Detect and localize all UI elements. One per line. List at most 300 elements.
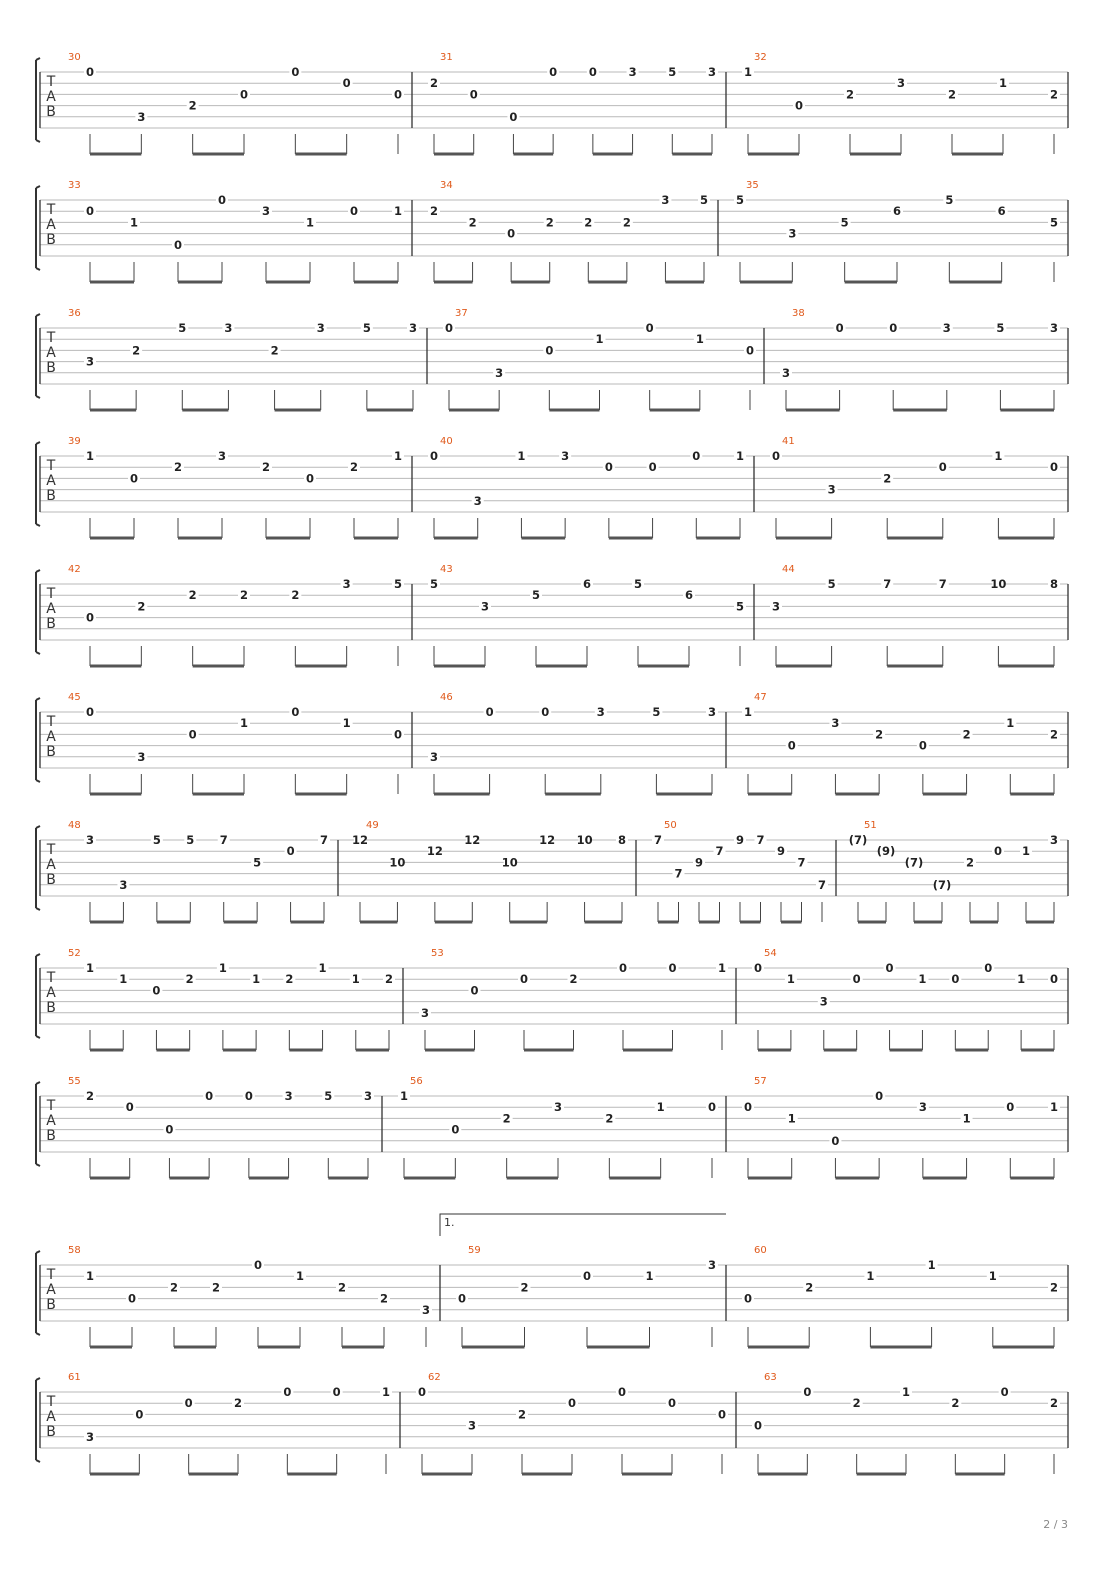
fret-number: 1 bbox=[645, 1269, 654, 1284]
fret-number: 0 bbox=[253, 1258, 263, 1272]
fret-number: 0 bbox=[470, 983, 479, 998]
fret-number: 3 bbox=[316, 321, 325, 335]
measure bbox=[428, 564, 746, 666]
fret-number: 1 bbox=[295, 1269, 305, 1284]
fret-number: 0 bbox=[217, 193, 227, 207]
fret-number: 0 bbox=[291, 705, 300, 719]
fret-number: 0 bbox=[835, 321, 844, 335]
fret-number: 2 bbox=[185, 972, 194, 987]
measure-number: 52 bbox=[68, 948, 81, 959]
fret-number: 2 bbox=[805, 1280, 814, 1295]
fret-number: 0 bbox=[507, 226, 516, 241]
fret-number: 1 bbox=[85, 449, 95, 463]
measure bbox=[419, 948, 728, 1050]
fret-number: 5 bbox=[1049, 215, 1059, 230]
measure bbox=[742, 1076, 1060, 1178]
fret-number: 1 bbox=[119, 972, 128, 987]
fret-number: 5 bbox=[699, 193, 709, 207]
tab-clef-letter: T bbox=[46, 970, 56, 986]
fret-number: 2 bbox=[173, 460, 183, 475]
fret-number: 7 bbox=[756, 833, 765, 847]
fret-number: 5 bbox=[362, 321, 371, 335]
tab-clef-letter: T bbox=[46, 458, 56, 474]
fret-number: 5 bbox=[652, 705, 661, 719]
fret-number: 5 bbox=[735, 599, 745, 614]
fret-number: 7 bbox=[319, 833, 329, 847]
fret-number: 2 bbox=[883, 471, 892, 486]
fret-number: 1 bbox=[85, 1269, 95, 1284]
fret-number: 0 bbox=[85, 705, 95, 719]
fret-number: 3 bbox=[224, 321, 233, 335]
measure-number: 30 bbox=[68, 52, 81, 63]
fret-number: 2 bbox=[584, 215, 593, 230]
fret-number: 0 bbox=[588, 65, 597, 79]
fret-number: 0 bbox=[889, 321, 898, 335]
tab-clef-letter: T bbox=[46, 1394, 56, 1410]
fret-number: 5 bbox=[735, 193, 745, 207]
volta-bracket bbox=[440, 1214, 726, 1236]
fret-number: 0 bbox=[152, 983, 161, 998]
fret-number: 10 bbox=[990, 577, 1007, 591]
tab-clef-letter: B bbox=[46, 360, 56, 376]
fret-number: 0 bbox=[618, 961, 628, 975]
fret-number: 0 bbox=[188, 727, 197, 742]
fret-number: 2 bbox=[239, 588, 249, 603]
fret-number: 1 bbox=[381, 1385, 391, 1399]
fret-number: 9 bbox=[735, 833, 745, 847]
fret-number: 0 bbox=[753, 1418, 763, 1433]
fret-number: 1 bbox=[787, 1111, 796, 1126]
fret-number: 0 bbox=[332, 1385, 341, 1399]
measure-number: 58 bbox=[68, 1245, 81, 1256]
fret-number: 0 bbox=[173, 237, 183, 252]
fret-number: 8 bbox=[1049, 577, 1059, 591]
measure bbox=[428, 52, 718, 154]
tab-system bbox=[36, 1372, 1068, 1474]
fret-number: 0 bbox=[509, 109, 518, 124]
fret-number: 1 bbox=[1021, 844, 1031, 859]
fret-number: 0 bbox=[794, 98, 804, 113]
measure-number: 53 bbox=[431, 948, 444, 959]
tab-clef-letter: B bbox=[46, 1297, 56, 1313]
tab-clef-letter: A bbox=[46, 985, 56, 1001]
fret-number: 0 bbox=[875, 1089, 884, 1103]
fret-number: 1 bbox=[393, 204, 403, 219]
measure bbox=[742, 1245, 1060, 1347]
fret-number: 2 bbox=[233, 1396, 243, 1411]
fret-number: 2 bbox=[291, 588, 300, 603]
tab-clef-letter: T bbox=[46, 74, 56, 90]
fret-number: (9) bbox=[876, 844, 896, 859]
fret-number: 0 bbox=[545, 343, 554, 358]
fret-number: (7) bbox=[848, 833, 868, 847]
fret-number: 3 bbox=[217, 449, 227, 463]
fret-number: 3 bbox=[467, 1418, 477, 1433]
measure-number: 33 bbox=[68, 180, 81, 191]
fret-number: 1 bbox=[305, 215, 315, 230]
measure-number: 51 bbox=[864, 820, 877, 831]
fret-number: 3 bbox=[1049, 833, 1059, 847]
fret-number: 0 bbox=[541, 705, 550, 719]
measure bbox=[416, 1372, 728, 1474]
fret-number: 0 bbox=[85, 204, 95, 219]
measure bbox=[428, 692, 718, 794]
tab-system bbox=[36, 1245, 1068, 1347]
fret-number: 3 bbox=[473, 493, 482, 508]
fret-number: 0 bbox=[567, 1396, 577, 1411]
fret-number: 0 bbox=[717, 1407, 727, 1422]
fret-number: 3 bbox=[561, 449, 570, 463]
fret-number: 1 bbox=[994, 449, 1003, 463]
fret-number: 1 bbox=[218, 961, 227, 975]
fret-number: 0 bbox=[692, 449, 701, 463]
measure-number: 45 bbox=[68, 692, 81, 703]
fret-number: 6 bbox=[892, 204, 902, 219]
measure bbox=[752, 1372, 1060, 1474]
fret-number: 0 bbox=[549, 65, 558, 79]
fret-number: 0 bbox=[984, 961, 993, 975]
fret-number: 3 bbox=[707, 705, 717, 719]
fret-number: 5 bbox=[152, 833, 161, 847]
fret-number: 5 bbox=[253, 855, 262, 870]
fret-number: 3 bbox=[429, 749, 439, 764]
measure-number: 59 bbox=[468, 1245, 481, 1256]
fret-number: 3 bbox=[827, 482, 836, 497]
fret-number: 1 bbox=[393, 449, 403, 463]
fret-number: 2 bbox=[468, 215, 477, 230]
fret-number: 1 bbox=[517, 449, 526, 463]
fret-number: 0 bbox=[239, 87, 249, 102]
fret-number: 0 bbox=[604, 460, 613, 475]
measure bbox=[428, 180, 710, 282]
fret-number: 3 bbox=[119, 877, 128, 892]
measure bbox=[68, 1372, 392, 1474]
fret-number: 1 bbox=[342, 716, 351, 731]
measure bbox=[398, 1076, 718, 1178]
measure bbox=[652, 820, 828, 922]
fret-number: 5 bbox=[393, 577, 403, 591]
fret-number: 2 bbox=[137, 599, 146, 614]
fret-number: 1 bbox=[743, 65, 753, 79]
fret-number: 7 bbox=[797, 855, 806, 870]
fret-number: 5 bbox=[178, 321, 187, 335]
fret-number: 1 bbox=[901, 1385, 911, 1399]
tab-system bbox=[36, 948, 1068, 1050]
measure-number: 49 bbox=[366, 820, 379, 831]
measure bbox=[849, 820, 1060, 922]
fret-number: 0 bbox=[305, 471, 315, 486]
measure-number: 54 bbox=[764, 948, 777, 959]
tab-clef-letter: T bbox=[46, 842, 56, 858]
fret-number: 0 bbox=[444, 321, 454, 335]
fret-number: 3 bbox=[661, 193, 670, 207]
fret-number: 1 bbox=[1049, 1100, 1059, 1115]
tab-clef-letter: B bbox=[46, 1424, 56, 1440]
measure bbox=[68, 948, 395, 1050]
fret-number: 0 bbox=[429, 449, 439, 463]
fret-number: 3 bbox=[781, 365, 791, 380]
volta-line bbox=[440, 1214, 726, 1236]
fret-number: (7) bbox=[932, 877, 952, 892]
fret-number: 2 bbox=[1049, 1280, 1059, 1295]
fret-number: 10 bbox=[389, 855, 406, 870]
measure-number: 46 bbox=[440, 692, 453, 703]
fret-number: 3 bbox=[918, 1100, 927, 1115]
measure-number: 31 bbox=[440, 52, 453, 63]
fret-number: 2 bbox=[349, 460, 359, 475]
fret-number: 0 bbox=[1000, 1385, 1009, 1399]
fret-number: 2 bbox=[875, 727, 884, 742]
tab-clef-letter: A bbox=[46, 1113, 56, 1129]
measure-number: 37 bbox=[455, 308, 468, 319]
fret-number: 0 bbox=[283, 1385, 292, 1399]
fret-number: 0 bbox=[393, 727, 403, 742]
fret-number: 2 bbox=[545, 215, 554, 230]
fret-number: 2 bbox=[384, 972, 394, 987]
fret-number: 1 bbox=[239, 716, 249, 731]
fret-number: 9 bbox=[776, 844, 786, 859]
fret-number: 5 bbox=[531, 588, 541, 603]
fret-number: 0 bbox=[1006, 1100, 1015, 1115]
fret-number: 0 bbox=[993, 844, 1003, 859]
fret-number: 0 bbox=[184, 1396, 193, 1411]
fret-number: 1 bbox=[129, 215, 139, 230]
fret-number: 2 bbox=[605, 1111, 614, 1126]
fret-number: 2 bbox=[569, 972, 578, 987]
fret-number: 5 bbox=[840, 215, 849, 230]
fret-number: 0 bbox=[469, 87, 478, 102]
fret-number: 1 bbox=[85, 961, 95, 975]
measure bbox=[68, 1076, 374, 1178]
fret-number: 0 bbox=[485, 705, 494, 719]
fret-number: 3 bbox=[707, 1258, 717, 1272]
fret-number: 3 bbox=[896, 76, 906, 91]
measure bbox=[443, 308, 756, 410]
fret-number: 0 bbox=[519, 972, 529, 987]
tab-clef-letter: B bbox=[46, 232, 56, 248]
tab-clef-letter: A bbox=[46, 729, 56, 745]
fret-number: 0 bbox=[648, 460, 657, 475]
fret-number: 3 bbox=[137, 749, 146, 764]
tab-clef-letter: T bbox=[46, 202, 56, 218]
fret-number: 0 bbox=[707, 1100, 717, 1115]
fret-number: 2 bbox=[169, 1280, 179, 1295]
measure-number: 36 bbox=[68, 308, 81, 319]
measure bbox=[68, 820, 330, 922]
fret-number: 3 bbox=[942, 321, 951, 335]
measure bbox=[68, 52, 404, 154]
fret-number: 9 bbox=[694, 855, 704, 870]
measure bbox=[68, 692, 404, 794]
fret-number: 7 bbox=[817, 877, 827, 892]
fret-number: 0 bbox=[85, 65, 95, 79]
fret-number: 0 bbox=[645, 321, 654, 335]
fret-number: 12 bbox=[539, 833, 556, 847]
fret-number: 1 bbox=[786, 972, 795, 987]
fret-number: 3 bbox=[363, 1089, 373, 1103]
fret-number: 0 bbox=[457, 1291, 467, 1306]
fret-number: 2 bbox=[852, 1396, 861, 1411]
fret-number: 2 bbox=[429, 76, 439, 91]
fret-number: 2 bbox=[85, 1089, 95, 1103]
measure-number: 32 bbox=[754, 52, 767, 63]
tab-clef-letter: T bbox=[46, 714, 56, 730]
fret-number: 0 bbox=[831, 1133, 840, 1148]
measure bbox=[68, 1245, 432, 1347]
fret-number: 5 bbox=[996, 321, 1005, 335]
fret-number: 2 bbox=[520, 1280, 529, 1295]
measure bbox=[352, 820, 628, 922]
fret-number: 2 bbox=[622, 215, 631, 230]
fret-number: 1 bbox=[318, 961, 327, 975]
measure bbox=[68, 308, 419, 410]
fret-number: 0 bbox=[127, 1291, 137, 1306]
measure bbox=[68, 564, 404, 666]
fret-number: 1 bbox=[927, 1258, 936, 1272]
fret-number: 3 bbox=[553, 1100, 563, 1115]
measure-number: 43 bbox=[440, 564, 453, 575]
tab-clef-letter: A bbox=[46, 1282, 56, 1298]
fret-number: 1 bbox=[962, 1111, 971, 1126]
measure bbox=[742, 52, 1060, 154]
fret-number: 7 bbox=[674, 866, 683, 881]
fret-number: 1 bbox=[1017, 972, 1026, 987]
fret-number: 0 bbox=[885, 961, 894, 975]
tab-clef-letter: B bbox=[46, 872, 56, 888]
measure bbox=[752, 948, 1060, 1050]
fret-number: 3 bbox=[408, 321, 418, 335]
fret-number: 3 bbox=[342, 577, 351, 591]
fret-number: 3 bbox=[707, 65, 717, 79]
fret-number: 0 bbox=[1049, 460, 1059, 475]
fret-number: 0 bbox=[129, 471, 139, 486]
fret-number: 0 bbox=[451, 1122, 460, 1137]
fret-number: 3 bbox=[85, 1429, 95, 1444]
measure bbox=[68, 180, 404, 282]
fret-number: 3 bbox=[771, 599, 781, 614]
fret-number: 6 bbox=[582, 577, 592, 591]
measure bbox=[742, 692, 1060, 794]
measure-number: 42 bbox=[68, 564, 81, 575]
fret-number: 0 bbox=[165, 1122, 174, 1137]
fret-number: 2 bbox=[1049, 1396, 1059, 1411]
fret-number: 3 bbox=[788, 226, 797, 241]
tab-clef-letter: A bbox=[46, 217, 56, 233]
fret-number: 3 bbox=[831, 716, 840, 731]
tab-clef-letter: B bbox=[46, 744, 56, 760]
tab-clef-letter: T bbox=[46, 330, 56, 346]
fret-number: 2 bbox=[285, 972, 294, 987]
fret-number: 7 bbox=[219, 833, 228, 847]
fret-number: 12 bbox=[351, 833, 369, 847]
fret-number: 1 bbox=[252, 972, 261, 987]
fret-number: 2 bbox=[188, 98, 197, 113]
fret-number: 10 bbox=[576, 833, 593, 847]
fret-number: 5 bbox=[324, 1089, 333, 1103]
tab-system bbox=[36, 180, 1068, 282]
fret-number: 0 bbox=[244, 1089, 253, 1103]
tab-clef-letter: B bbox=[46, 488, 56, 504]
tab-system bbox=[36, 692, 1068, 794]
fret-number: 2 bbox=[188, 588, 197, 603]
tab-clef-letter: B bbox=[46, 1000, 56, 1016]
fret-number: 5 bbox=[633, 577, 643, 591]
fret-number: 0 bbox=[417, 1385, 427, 1399]
measure-number: 47 bbox=[754, 692, 767, 703]
fret-number: 1 bbox=[351, 972, 360, 987]
tab-clef-letter: A bbox=[46, 345, 56, 361]
fret-number: 7 bbox=[715, 844, 724, 859]
fret-number: 1 bbox=[735, 449, 745, 463]
fret-number: 3 bbox=[85, 833, 95, 847]
tab-system bbox=[36, 52, 1068, 154]
fret-number: 0 bbox=[617, 1385, 627, 1399]
tab-clef-letter: A bbox=[46, 89, 56, 105]
tab-system bbox=[36, 820, 1068, 922]
fret-number: 0 bbox=[787, 738, 796, 753]
tab-clef-letter: A bbox=[46, 601, 56, 617]
fret-number: 5 bbox=[827, 577, 836, 591]
measure-number: 61 bbox=[68, 1372, 81, 1383]
fret-number: 2 bbox=[965, 855, 975, 870]
fret-number: 5 bbox=[186, 833, 195, 847]
fret-number: 0 bbox=[938, 460, 947, 475]
fret-number: 3 bbox=[85, 354, 95, 369]
fret-number: 3 bbox=[261, 204, 271, 219]
fret-number: 3 bbox=[421, 1302, 431, 1317]
fret-number: 0 bbox=[393, 87, 403, 102]
measure bbox=[68, 436, 404, 538]
fret-number: 5 bbox=[668, 65, 677, 79]
tab-clef-letter: B bbox=[46, 104, 56, 120]
tab-clef-letter: A bbox=[46, 857, 56, 873]
fret-number: 3 bbox=[420, 1005, 430, 1020]
fret-number: 1 bbox=[695, 332, 704, 347]
fret-number: 5 bbox=[945, 193, 954, 207]
tab-system bbox=[36, 308, 1068, 410]
measure-number: 44 bbox=[782, 564, 795, 575]
fret-number: 12 bbox=[464, 833, 481, 847]
fret-number: 3 bbox=[495, 365, 504, 380]
fret-number: 0 bbox=[918, 738, 927, 753]
measure-number: 41 bbox=[782, 436, 795, 447]
tab-clef-letter: T bbox=[46, 586, 56, 602]
fret-number: 1 bbox=[656, 1100, 665, 1115]
fret-number: 2 bbox=[132, 343, 141, 358]
measure-number: 50 bbox=[664, 820, 677, 831]
measure-number: 56 bbox=[410, 1076, 423, 1087]
fret-number: 2 bbox=[845, 87, 855, 102]
fret-number: 0 bbox=[291, 65, 300, 79]
fret-number: 0 bbox=[582, 1269, 592, 1284]
measure-number: 35 bbox=[746, 180, 759, 191]
fret-number: 2 bbox=[337, 1280, 347, 1295]
fret-number: 0 bbox=[342, 76, 351, 91]
fret-number: 10 bbox=[501, 855, 518, 870]
tab-clef-letter: A bbox=[46, 1409, 56, 1425]
measure-number: 62 bbox=[428, 1372, 441, 1383]
measure-number: 57 bbox=[754, 1076, 767, 1087]
fret-number: 3 bbox=[480, 599, 490, 614]
fret-number: 0 bbox=[803, 1385, 812, 1399]
tab-system bbox=[36, 1076, 1068, 1178]
fret-number: 0 bbox=[286, 844, 295, 859]
tab-clef-letter: T bbox=[46, 1267, 56, 1283]
fret-number: 7 bbox=[883, 577, 892, 591]
measure bbox=[770, 436, 1060, 538]
fret-number: 2 bbox=[261, 460, 271, 475]
fret-number: 6 bbox=[684, 588, 694, 603]
